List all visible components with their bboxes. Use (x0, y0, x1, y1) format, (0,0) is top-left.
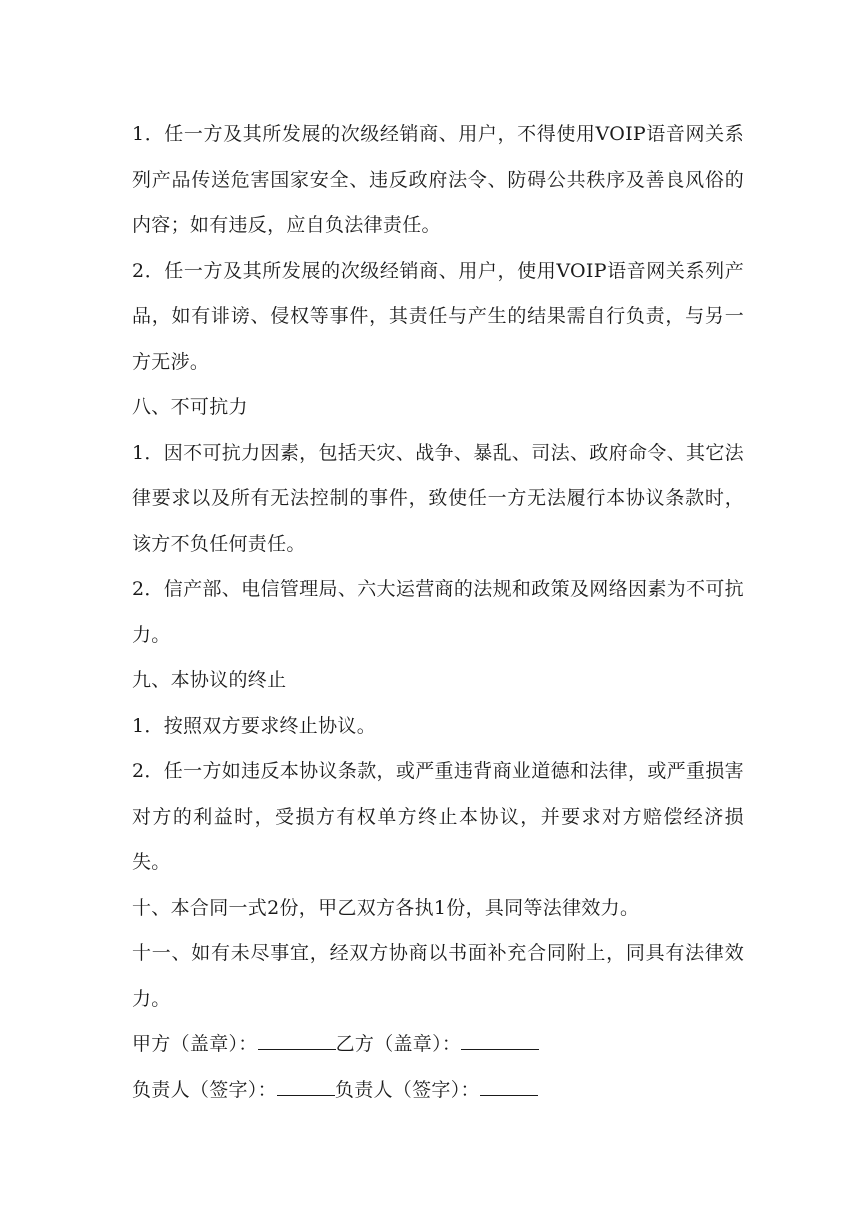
party-a-seal-label: 甲方（盖章）： (132, 1033, 258, 1055)
document-body (132, 112, 744, 1113)
party-a-person-label: 负责人（签字）： (132, 1078, 277, 1101)
clause-paragraph: 1．因不可抗力因素，包括天灾、战争、暴乱、司法、政府命令、其它法律要求以及所有无法控制的事件，致使任一方无法履行本协议条款时，该方不负任何责任。 (132, 441, 744, 555)
party-a-person-blank[interactable] (277, 1073, 335, 1096)
clause-paragraph: 十、本合同一式2份，甲乙双方各执1份，具同等法律效力。 (132, 896, 640, 919)
party-a-seal-blank[interactable] (258, 1027, 336, 1050)
seal-signature-line (132, 1022, 744, 1068)
clause-paragraph: 1．按照双方要求终止协议。 (132, 714, 376, 737)
clause-paragraph: 2．任一方及其所发展的次级经销商、用户，使用VOIP语音网关系列产品，如有诽谤、侵权等事件，其责任与产生的结果需自行负责，与另一方无涉。 (132, 259, 744, 373)
clause-paragraph: 2．任一方如违反本协议条款，或严重违背商业道德和法律，或严重损害对方的利益时，受损方有权单方终止本协议，并要求对方赔偿经济损失。 (132, 760, 744, 873)
clause-paragraph: 十一、如有未尽事宜，经双方协商以书面补充合同附上，同具有法律效力。 (132, 942, 744, 1010)
party-b-person-label: 负责人（签字）： (334, 1078, 480, 1101)
person-signature-line (132, 1068, 744, 1114)
clause-paragraph: 1．任一方及其所发展的次级经销商、用户，不得使用VOIP语音网关系列产品传送危害国家安全、违反政府法令、防碍公共秩序及善良风俗的内容；如有违反，应自负法律责任。 (132, 123, 744, 236)
section-heading: 九、本协议的终止 (132, 669, 287, 691)
clause-paragraph: 2．信产部、电信管理局、六大运营商的法规和政策及网络因素为不可抗力。 (132, 578, 744, 646)
party-b-seal-label: 乙方（盖章）： (335, 1033, 462, 1055)
section-heading: 八、不可抗力 (132, 396, 248, 418)
party-b-seal-blank[interactable] (461, 1027, 539, 1050)
party-b-person-blank[interactable] (480, 1073, 538, 1096)
